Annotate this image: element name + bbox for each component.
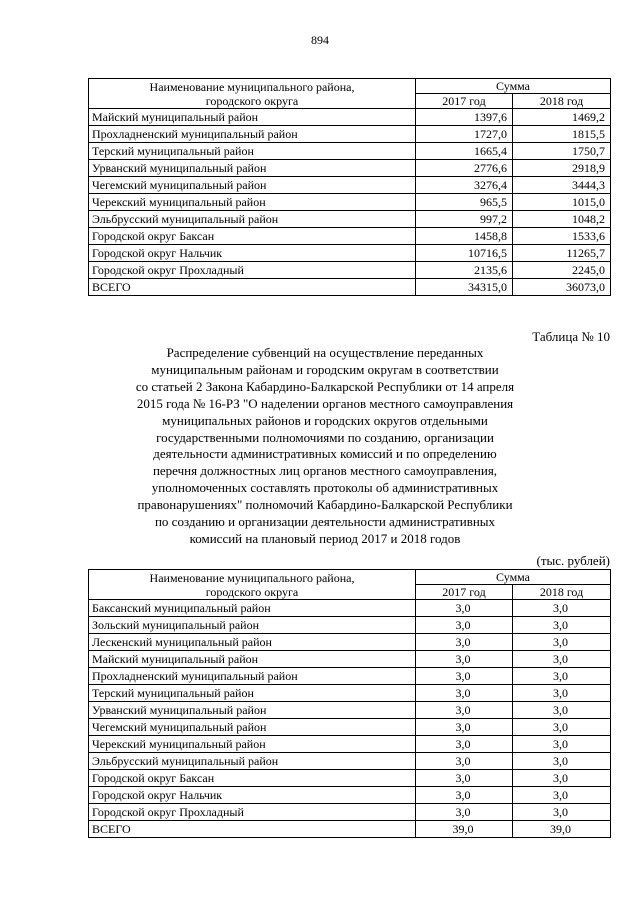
row-2018-cell: 3,0	[513, 668, 611, 685]
title-line: уполномоченных составлять протоколы об административных	[151, 480, 499, 496]
row-name-cell: Прохладненский муниципальный район	[89, 668, 416, 685]
title-line: государственными полномочиями по созданию, организации	[156, 429, 494, 445]
row-2018-cell: 3444,3	[513, 177, 611, 194]
column-header-sum: Сумма	[416, 570, 611, 585]
row-2018-cell: 39,0	[513, 821, 611, 838]
table-row	[89, 736, 611, 753]
table-body	[89, 600, 611, 838]
row-2017-cell: 34315,0	[416, 279, 513, 296]
row-2017-cell: 3,0	[416, 702, 513, 719]
row-name-cell: Урванский муниципальный район	[89, 160, 416, 177]
table-row	[89, 634, 611, 651]
table-row	[89, 702, 611, 719]
table-row	[89, 770, 611, 787]
table-row	[89, 160, 611, 177]
row-name-cell: Черекский муниципальный район	[89, 736, 416, 753]
table-row	[89, 109, 611, 126]
column-header-2017: 2017 год	[416, 94, 513, 109]
row-name-cell: Городской округ Баксан	[89, 770, 416, 787]
table-row	[89, 228, 611, 245]
table-row	[89, 126, 611, 143]
row-2018-cell: 1015,0	[513, 194, 611, 211]
row-name-cell: Терский муниципальный район	[89, 685, 416, 702]
row-2018-cell: 2245,0	[513, 262, 611, 279]
title-line: комиссий на плановый период 2017 и 2018 годов	[189, 530, 461, 546]
column-header-name-line-1: Наименование муниципального района,	[149, 79, 355, 94]
column-header-name	[89, 79, 416, 109]
table-row	[89, 804, 611, 821]
table-row	[89, 279, 611, 296]
table-row	[89, 821, 611, 838]
row-2018-cell: 1533,6	[513, 228, 611, 245]
subvention-table-2	[88, 569, 611, 838]
row-name-cell: Зольский муниципальный район	[89, 617, 416, 634]
row-name-cell: Баксанский муниципальный район	[89, 600, 416, 617]
row-2018-cell: 1048,2	[513, 211, 611, 228]
title-line: правонарушениях" полномочий Кабардино-Балкарской Республики	[137, 497, 513, 513]
title-line: Распределение субвенций на осуществление переданных	[166, 345, 484, 360]
table-row	[89, 600, 611, 617]
row-2017-cell: 3,0	[416, 617, 513, 634]
row-2018-cell: 3,0	[513, 634, 611, 651]
table-row	[89, 262, 611, 279]
row-name-cell: Терский муниципальный район	[89, 143, 416, 160]
row-name-cell: Городской округ Прохладный	[89, 804, 416, 821]
row-2017-cell: 10716,5	[416, 245, 513, 262]
row-2018-cell: 3,0	[513, 651, 611, 668]
table-row	[89, 753, 611, 770]
row-2018-cell: 1469,2	[513, 109, 611, 126]
row-2017-cell: 1665,4	[416, 143, 513, 160]
table-row	[89, 787, 611, 804]
row-2018-cell: 36073,0	[513, 279, 611, 296]
row-2018-cell: 1815,5	[513, 126, 611, 143]
row-2017-cell: 2776,6	[416, 160, 513, 177]
row-2017-cell: 3,0	[416, 736, 513, 753]
row-2018-cell: 3,0	[513, 736, 611, 753]
table-row	[89, 719, 611, 736]
table-row	[89, 651, 611, 668]
title-line: деятельности административных комиссий и по определению	[153, 446, 497, 462]
row-name-cell: Урванский муниципальный район	[89, 702, 416, 719]
row-2018-cell: 3,0	[513, 787, 611, 804]
subvention-table-1	[88, 78, 611, 296]
row-name-cell: Чегемский муниципальный район	[89, 719, 416, 736]
column-header-2018: 2018 год	[513, 585, 611, 600]
row-2018-cell: 3,0	[513, 753, 611, 770]
row-name-cell: ВСЕГО	[89, 279, 416, 296]
row-2018-cell: 3,0	[513, 600, 611, 617]
title-line: со статьей 2 Закона Кабардино-Балкарской Республики от 14 апреля	[135, 378, 515, 394]
column-header-name-line-2: городского округа	[205, 584, 299, 599]
row-2017-cell: 997,2	[416, 211, 513, 228]
table-row	[89, 245, 611, 262]
page-number: 894	[311, 33, 329, 47]
column-header-sum: Сумма	[416, 79, 611, 94]
table-row	[89, 668, 611, 685]
column-header-name-line-1: Наименование муниципального района,	[149, 570, 355, 585]
row-2018-cell: 3,0	[513, 702, 611, 719]
row-2017-cell: 3,0	[416, 804, 513, 821]
row-name-cell: Майский муниципальный район	[89, 651, 416, 668]
table-row	[89, 194, 611, 211]
row-2017-cell: 2135,6	[416, 262, 513, 279]
table-number-label: Таблица № 10	[532, 329, 610, 344]
row-2017-cell: 1397,6	[416, 109, 513, 126]
row-2017-cell: 3,0	[416, 719, 513, 736]
table-row	[89, 177, 611, 194]
row-name-cell: ВСЕГО	[89, 821, 416, 838]
row-2018-cell: 3,0	[513, 719, 611, 736]
table-row	[89, 143, 611, 160]
row-2017-cell: 965,5	[416, 194, 513, 211]
row-2017-cell: 3,0	[416, 600, 513, 617]
row-name-cell: Майский муниципальный район	[89, 109, 416, 126]
row-name-cell: Прохладненский муниципальный район	[89, 126, 416, 143]
title-line: муниципальных районов и городских округов отдельными	[162, 412, 488, 428]
row-name-cell: Чегемский муниципальный район	[89, 177, 416, 194]
row-2018-cell: 3,0	[513, 617, 611, 634]
table-body	[89, 109, 611, 296]
row-2018-cell: 3,0	[513, 770, 611, 787]
row-name-cell: Городской округ Баксан	[89, 228, 416, 245]
title-line: 2015 года № 16-РЗ "О наделении органов местного самоуправления	[136, 395, 514, 411]
row-2017-cell: 39,0	[416, 821, 513, 838]
row-2018-cell: 1750,7	[513, 143, 611, 160]
row-2017-cell: 1458,8	[416, 228, 513, 245]
row-name-cell: Черекский муниципальный район	[89, 194, 416, 211]
row-2018-cell: 3,0	[513, 804, 611, 821]
row-2017-cell: 3,0	[416, 634, 513, 651]
units-label: (тыс. рублей)	[536, 553, 610, 568]
row-2017-cell: 3,0	[416, 787, 513, 804]
row-name-cell: Лескенский муниципальный район	[89, 634, 416, 651]
row-name-cell: Городской округ Нальчик	[89, 245, 416, 262]
title-line: перечня должностных лиц органов местного самоуправления,	[152, 463, 498, 479]
column-header-name-line-2: городского округа	[205, 93, 299, 108]
row-2017-cell: 1727,0	[416, 126, 513, 143]
row-2017-cell: 3276,4	[416, 177, 513, 194]
row-2018-cell: 11265,7	[513, 245, 611, 262]
row-2017-cell: 3,0	[416, 668, 513, 685]
table-row	[89, 617, 611, 634]
title-line: по созданию и организации деятельности административных	[154, 514, 496, 530]
row-2017-cell: 3,0	[416, 685, 513, 702]
row-2018-cell: 2918,9	[513, 160, 611, 177]
column-header-2017: 2017 год	[416, 585, 513, 600]
row-name-cell: Городской округ Прохладный	[89, 262, 416, 279]
table-row	[89, 685, 611, 702]
title-line: муниципальным районам и городским округам в соответствии	[151, 361, 499, 377]
row-2017-cell: 3,0	[416, 651, 513, 668]
row-2018-cell: 3,0	[513, 685, 611, 702]
column-header-2018: 2018 год	[513, 94, 611, 109]
table-row	[89, 211, 611, 228]
row-2017-cell: 3,0	[416, 753, 513, 770]
column-header-name	[89, 570, 416, 600]
row-name-cell: Городской округ Нальчик	[89, 787, 416, 804]
table-title	[105, 345, 545, 548]
row-name-cell: Эльбрусский муниципальный район	[89, 211, 416, 228]
row-2017-cell: 3,0	[416, 770, 513, 787]
row-name-cell: Эльбрусский муниципальный район	[89, 753, 416, 770]
